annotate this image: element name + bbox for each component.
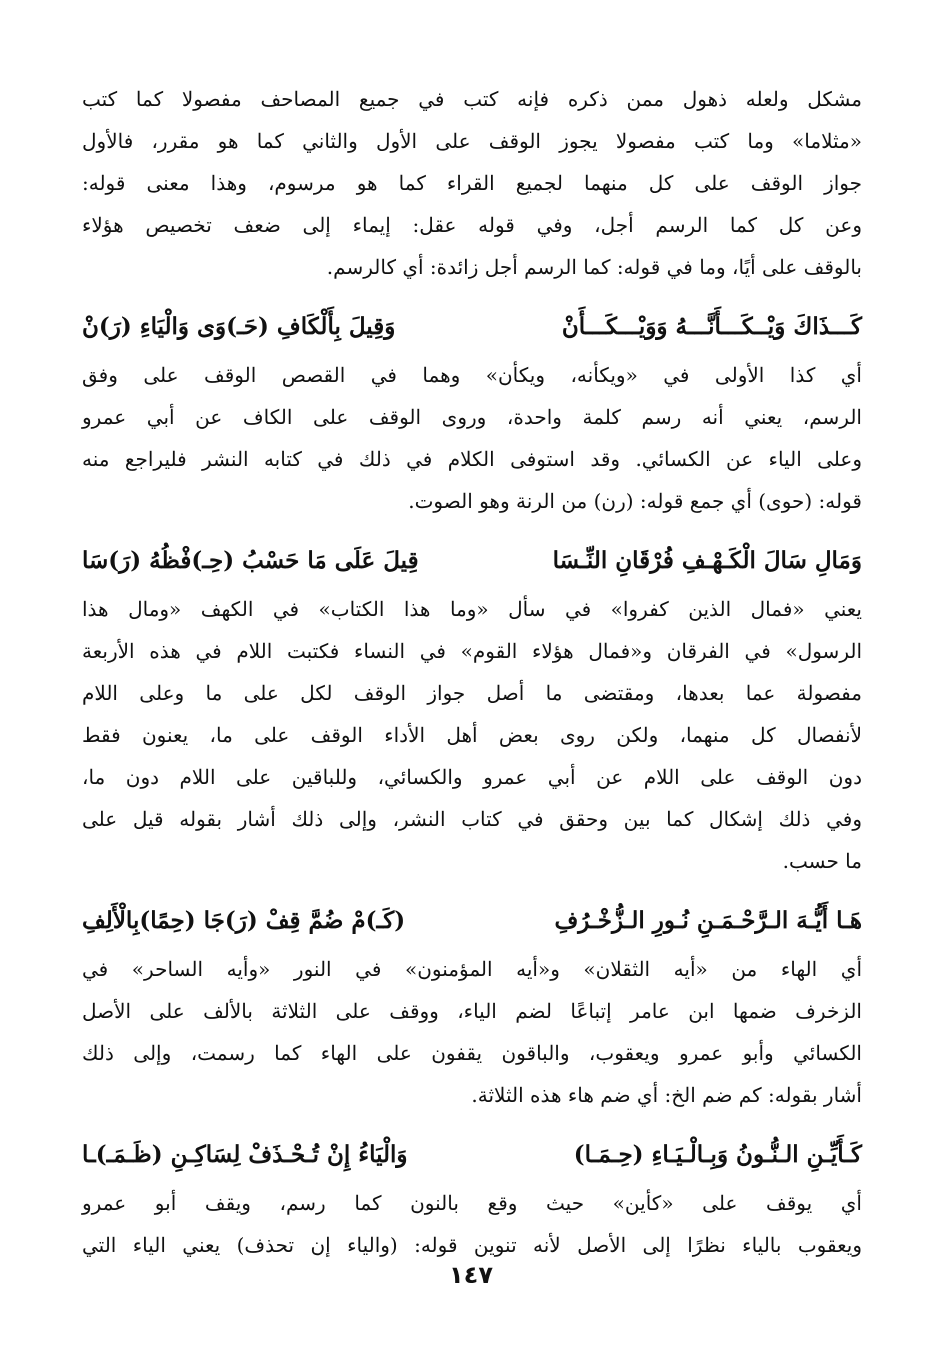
poem-verse <box>82 536 862 586</box>
poem-verse <box>82 302 862 352</box>
text-line: وعن كل كما الرسم أجل، وفي قوله عقل: إيماء إلى ضعف تخصيص هؤلاء <box>82 213 862 237</box>
text-line: الزخرف ضمها ابن عامر إتباعًا لضم الياء، ووقف على الثلاثة بالألف على الأصل <box>82 999 862 1023</box>
poem-verse <box>82 1130 862 1180</box>
text-line: لأنفصال كل منهما، ولكن روى بعض أهل الأداء الوقف على ما، يعنون فقط <box>82 723 862 747</box>
verse-second-hemistich: قِيلَ عَلَى مَا حَسْبُ (حِـ)فْظُهُ (رَ)سَا <box>82 547 419 574</box>
verse-first-hemistich: وَمَالِ سَالَ الْكَـهْـفِ فُرْقَانِ النِّـسَا <box>552 547 862 574</box>
page-number: ١٤٧ <box>449 1261 493 1289</box>
text-line: ويعقوب بالياء نظرًا إلى الأصل لأنه تنوين قوله: (والياء إن تحذف) يعني الياء التي <box>82 1233 862 1257</box>
text-line: أي يوقف على «كأين» حيث وقع بالنون كما رسم، ويقف أبو عمرو <box>82 1191 862 1215</box>
page-body <box>82 78 862 1266</box>
commentary-paragraph <box>82 1182 862 1266</box>
text-line: الرسول» في الفرقان و«فمال هؤلاء القوم» في النساء فكتبت اللام في هذه الأربعة <box>82 639 862 663</box>
poem-verse <box>82 896 862 946</box>
text-line: قوله: (حوى) أي جمع قوله: (رن) من الرنة وهو الصوت. <box>408 489 862 513</box>
text-line: دون الوقف على اللام عن أبي عمرو والكسائي، وللباقين على اللام دون ما، <box>82 765 862 789</box>
text-line: وعلى الياء عن الكسائي. وقد استوفى الكلام في ذلك في كتابه النشر فليراجع منه <box>82 447 862 471</box>
verse-first-hemistich: كَـــذَاكَ وَيْــكَـــأَنَّـــهُ وَوَيْـــكَـــأَنْ <box>561 313 862 340</box>
text-line: جواز الوقف على كل منهما لجميع القراء كما هو مرسوم، وهذا معنى قوله: <box>82 171 862 195</box>
verse-second-hemistich: وَقِيلَ بِأَلْكَافِ (حَـ)وَى وَالْيَاءِ (رَ)نْ <box>82 313 396 340</box>
text-line: أي الهاء من «أيه الثقلان» و«أيه المؤمنون» في النور «وأيه الساحر» في <box>82 957 862 981</box>
verse-second-hemistich: (كَـ)مْ ضُمَّ قِفْ (رَ)جَا (حِمًا)بِالْأَلِفِ <box>82 907 406 934</box>
text-line: الرسم، يعني أنه رسم كلمة واحدة، وروى الوقف على الكاف عن أبي عمرو <box>82 405 862 429</box>
text-line: مشكل ولعله ذهول ممن ذكره فإنه كتب في جميع المصاحف مفصولا كما كتب <box>82 87 862 111</box>
text-line: أشار بقوله: كم ضم الخ: أي ضم هاء هذه الثلاثة. <box>471 1083 862 1107</box>
text-line: ما حسب. <box>782 849 862 873</box>
commentary-paragraph <box>82 588 862 882</box>
text-line: مفصولة عما بعدها، ومقتضى ما أصل جواز الوقف لكل على ما وعلى اللام <box>82 681 862 705</box>
commentary-paragraph <box>82 948 862 1116</box>
text-line: «مثلاما» وما كتب مفصولا يجوز الوقف على الأول والثاني كما هو مقرر، فالأول <box>82 129 862 153</box>
verse-first-hemistich: كَـأَيِّـنِ الـنُّـونُ وَبِـالْـيَـاءِ (حِـمَـا) <box>573 1141 862 1168</box>
commentary-paragraph <box>82 78 862 288</box>
verse-first-hemistich: هَـا أَيُّـهَ الـرَّحْـمَـنِ نُـورِ الـزُّخْـرُفِ <box>554 907 862 934</box>
text-line: وفي ذلك إشكال كما بين وحقق في كتاب النشر، وإلى ذلك أشار بقوله قيل على <box>82 807 862 831</box>
text-line: أي كذا الأولى في «ويكأنه، ويكأن» وهما في القصص الوقف على وفق <box>82 363 862 387</box>
text-line: الكسائي وأبو عمرو ويعقوب، والباقون يقفون على الهاء كما رسمت، وإلى ذلك <box>82 1041 862 1065</box>
text-line: يعني «فمال الذين كفروا» في سأل «وما هذا الكتاب» في الكهف «ومال هذا <box>82 597 862 621</box>
commentary-paragraph <box>82 354 862 522</box>
text-line: بالوقف على أيًا، وما في قوله: كما الرسم أجل زائدة: أي كالرسم. <box>326 255 862 279</box>
verse-second-hemistich: وَالْيَاءُ إِنْ تُـحْـذَفْ لِسَاكِـنِ (ظَـمَـ)ـا <box>82 1141 408 1168</box>
